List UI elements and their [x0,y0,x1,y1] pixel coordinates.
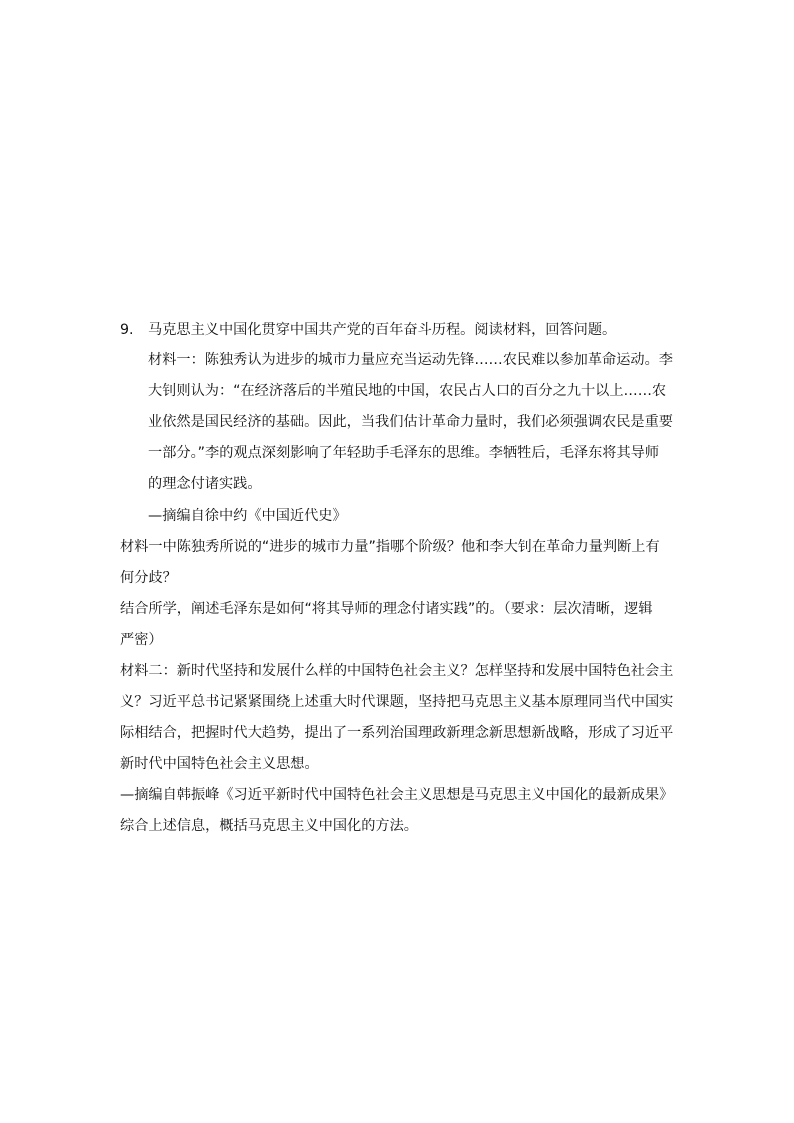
question-number: 9. [120,322,134,338]
material-one-line: 的理念付诸实践。 [148,476,262,492]
sub-question-two-line: 结合所学，阐述毛泽东是如何“将其导师的理念付诸实践”的。（要求：层次清晰，逻辑 [120,601,653,617]
material-one-line: 一部分。”李的观点深刻影响了年轻助手毛泽东的思维。李牺牲后，毛泽东将其导师 [148,445,660,461]
material-two-line: 义？习近平总书记紧紧围绕上述重大时代课题，坚持把马克思主义基本原理同当代中国实 [120,694,674,710]
material-two-line: 新时代中国特色社会主义思想。 [120,756,319,772]
material-two-source: —摘编自韩振峰《习近平新时代中国特色社会主义思想是马克思主义中国化的最新成果》 [120,787,674,803]
material-one-source: —摘编自徐中约《中国近代史》 [148,508,347,524]
material-one-line: 业依然是国民经济的基础。因此，当我们估计革命力量时，我们必须强调农民是重要 [148,414,673,430]
question-stem: 马克思主义中国化贯穿中国共产党的百年奋斗历程。阅读材料，回答问题。 [148,322,617,338]
material-two-line: 材料二：新时代坚持和发展什么样的中国特色社会主义？怎样坚持和发展中国特色社会主 [120,663,674,679]
sub-question-two-line: 严密） [120,632,163,648]
sub-question-three: 综合上述信息，概括马克思主义中国化的方法。 [120,818,418,834]
material-one-line: 材料一：陈独秀认为进步的城市力量应充当运动先锋……农民难以参加革命运动。李 [148,352,673,368]
material-two-line: 际相结合，把握时代大趋势，提出了一系列治国理政新理念新思想新战略，形成了习近平 [120,725,674,741]
sub-question-one-line: 材料一中陈独秀所说的“进步的城市力量”指哪个阶级？他和李大钊在革命力量判断上有 [120,539,660,555]
material-one-line: 大钊则认为：“在经济落后的半殖民地的中国，农民占人口的百分之九十以上……农 [148,383,667,399]
sub-question-one-line: 何分歧？ [120,570,177,586]
